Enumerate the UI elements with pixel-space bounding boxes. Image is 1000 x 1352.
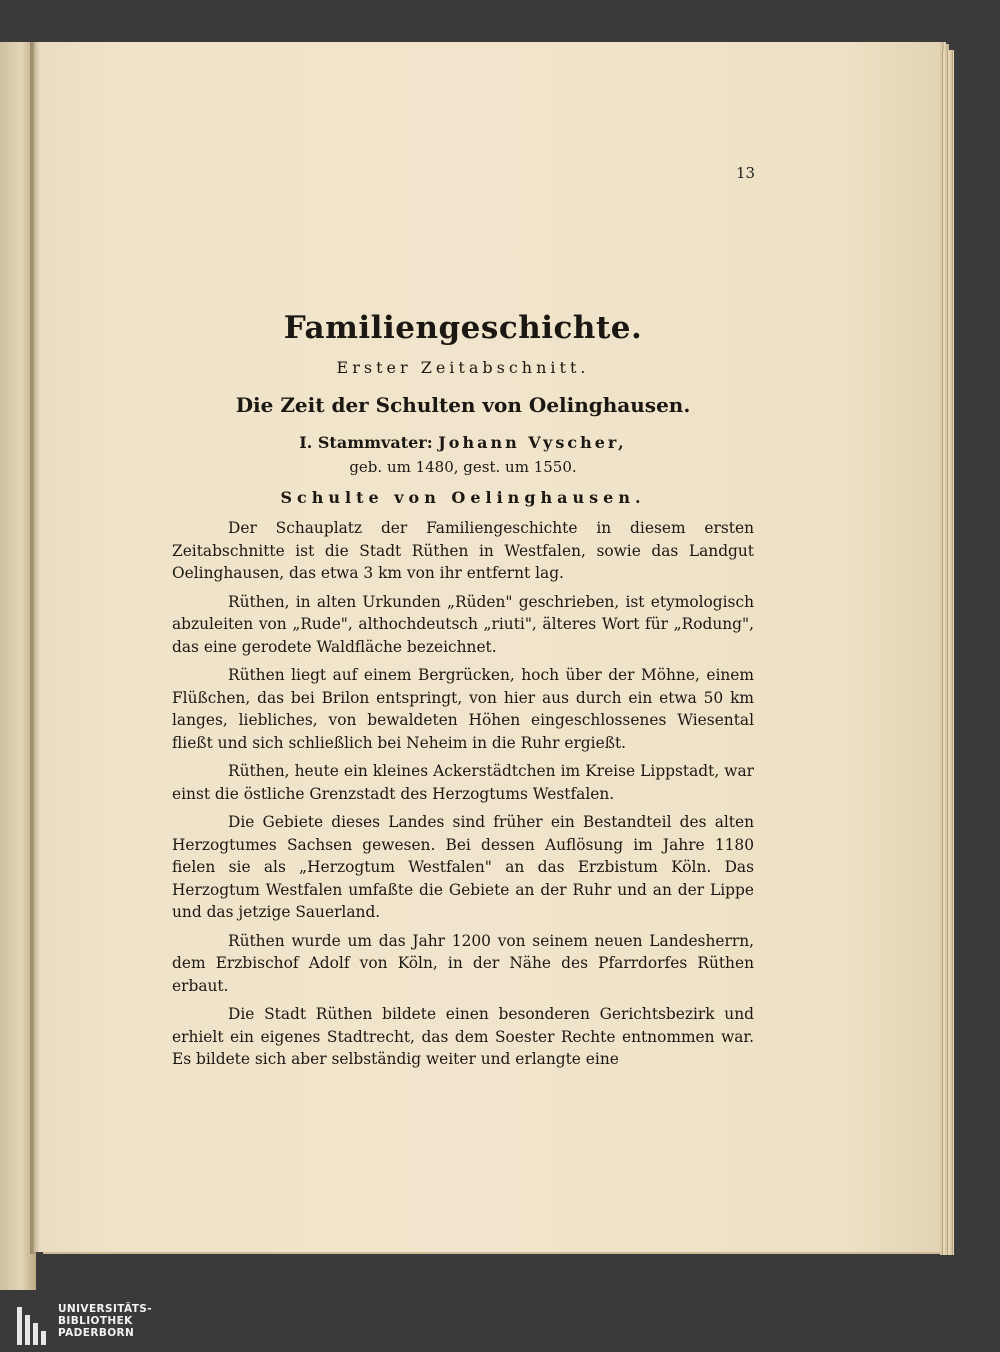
paragraph: Rüthen liegt auf einem Bergrücken, hoch über der Möhne, einem Flüßchen, das bei Brilon entspringt, von hier aus durch ein etwa 50 km langes, liebliches, von bewaldeten Höhen eingeschlossenes Wiesental fließt und sich schließlich bei Neheim in die Ruhr ergießt. bbox=[172, 666, 754, 752]
book-spine-shadow bbox=[30, 42, 40, 1254]
section-subtitle: Erster Zeitabschnitt. bbox=[336, 358, 590, 377]
progenitor-prefix: I. Stammvater: bbox=[299, 433, 433, 452]
progenitor-line bbox=[172, 433, 754, 452]
page-text bbox=[172, 160, 754, 1077]
family-heading: Schulte von Oelinghausen. bbox=[280, 488, 646, 507]
logo-line: UNIVERSITÄTS- bbox=[58, 1303, 153, 1315]
paragraph: Rüthen wurde um das Jahr 1200 von seinem neuen Landesherrn, dem Erzbischof Adolf von Köln, in der Nähe des Pfarrdorfes Rüthen erbaut. bbox=[172, 931, 754, 995]
paragraph: Der Schauplatz der Familiengeschichte in diesem ersten Zeitabschnitte ist die Stadt Rüthen in Westfalen, sowie das Landgut Oelinghausen, das etwa 3 km von ihr entfernt lag. bbox=[172, 519, 754, 582]
paragraph: Die Gebiete dieses Landes sind früher ein Bestandteil des alten Herzogtumes Sachsen gewesen. Bei dessen Auflösung im Jahre 1180 fielen sie als „Herzogtum Westfalen" an das Erzbistum Köln. Das Herzogtum Westfalen umfaßte die Gebiete an der Ruhr und an der Lippe und das jetzige Sauerland. bbox=[172, 813, 754, 921]
page-number: 13 bbox=[736, 164, 756, 182]
logo-line: PADERBORN bbox=[58, 1327, 135, 1339]
library-logo-icon bbox=[17, 1307, 51, 1345]
chapter-heading: Die Zeit der Schulten von Oelinghausen. bbox=[235, 393, 691, 417]
progenitor-dates: geb. um 1480, gest. um 1550. bbox=[349, 458, 577, 476]
progenitor-name: Johann Vyscher, bbox=[438, 433, 627, 452]
page-stack-edge bbox=[940, 50, 954, 1255]
page-title: Familiengeschichte. bbox=[283, 310, 643, 346]
paragraph: Rüthen, heute ein kleines Ackerstädtchen im Kreise Lippstadt, war einst die östliche Grenzstadt des Herzogtums Westfalen. bbox=[172, 762, 754, 803]
library-logo-text bbox=[58, 1303, 152, 1339]
paragraph: Rüthen, in alten Urkunden „Rüden" geschrieben, ist etymologisch abzuleiten von „Rude", althochdeutsch „riuti", älteres Wort für „Rodung", das eine gerodete Waldfläche bezeichnet. bbox=[172, 592, 754, 656]
logo-line: BIBLIOTHEK bbox=[58, 1315, 133, 1327]
paragraph: Die Stadt Rüthen bildete einen besonderen Gerichtsbezirk und erhielt ein eigenes Stadtrecht, das dem Soester Rechte entnommen war. Es bildete sich aber selbständig weiter und erlangte eine bbox=[172, 1005, 754, 1068]
